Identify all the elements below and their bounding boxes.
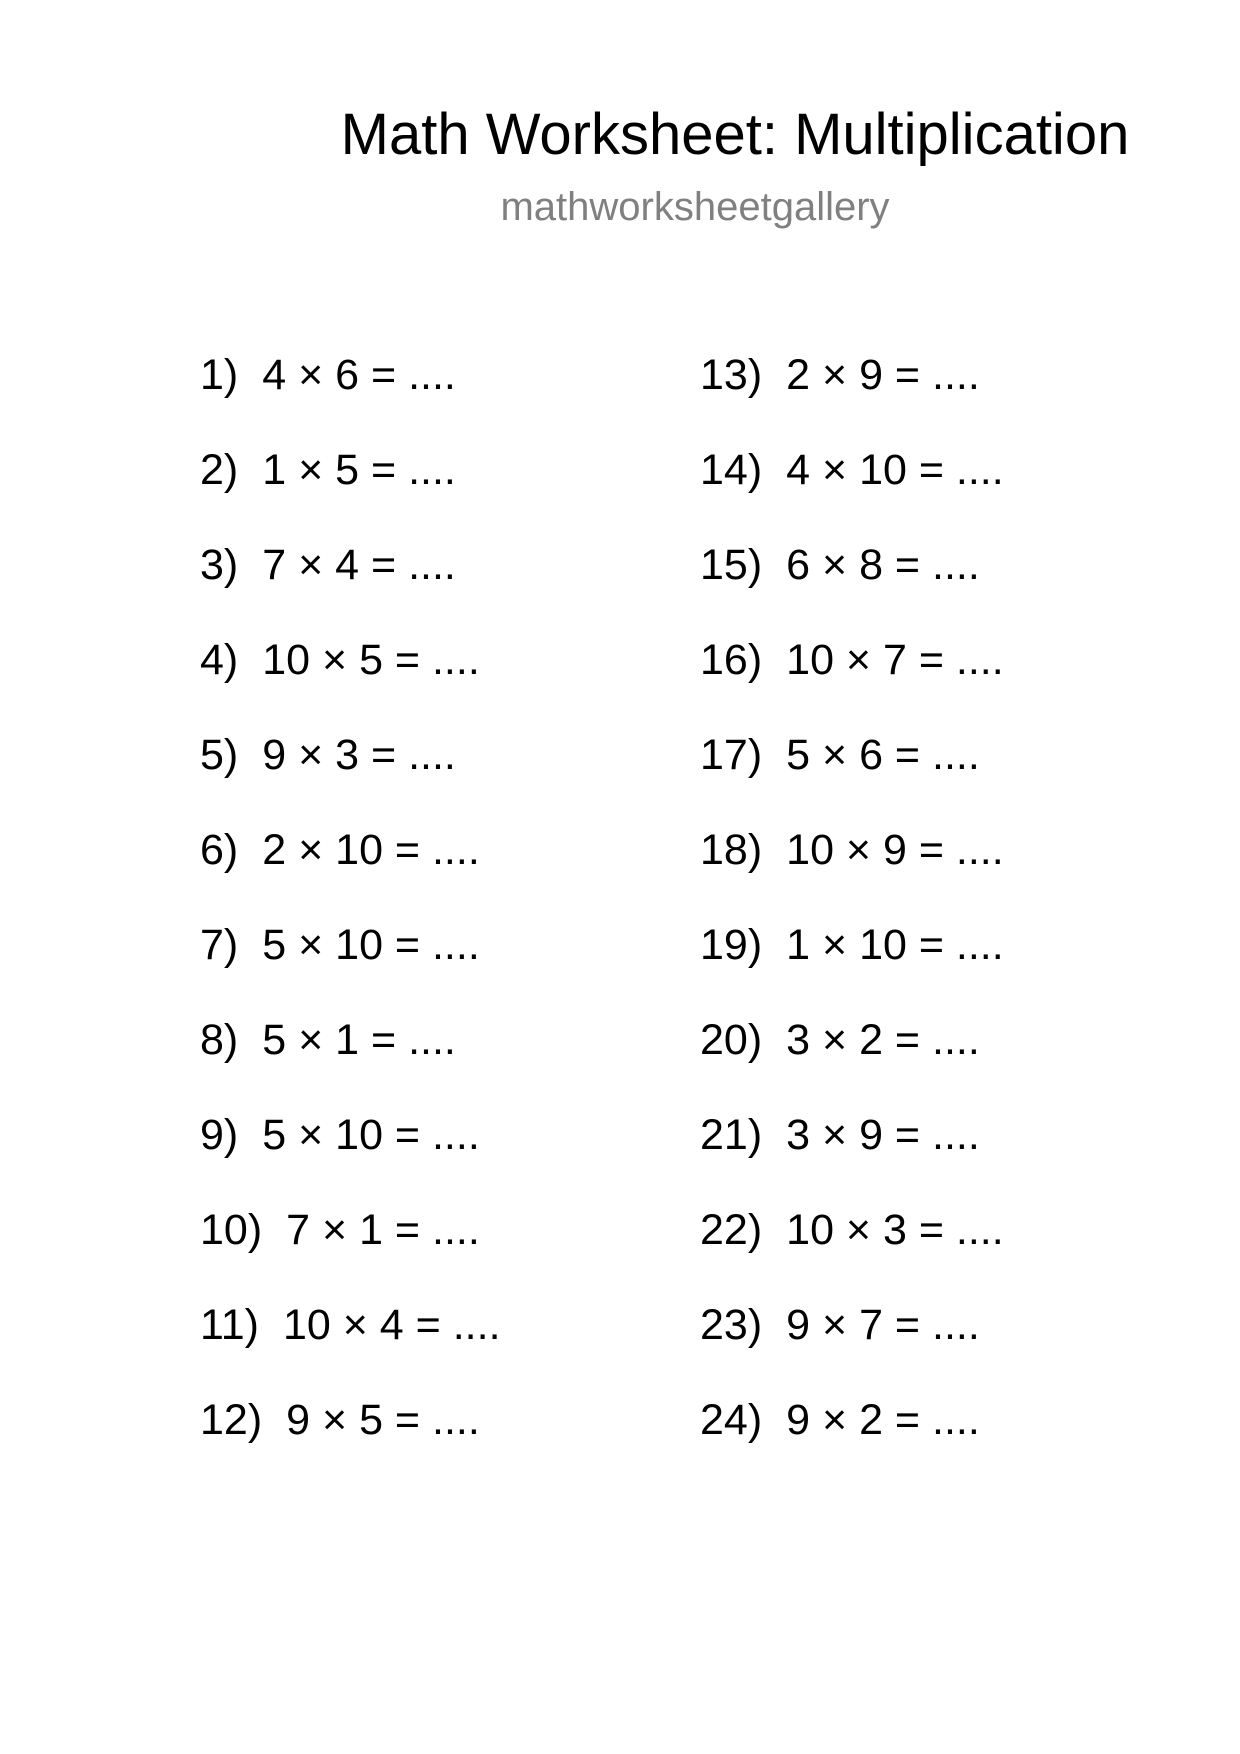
- problem-item: [700, 635, 1180, 730]
- problem-item: [200, 920, 680, 1015]
- problem-item: [700, 920, 1180, 1015]
- problem-expression: 4 × 6 = ....: [262, 351, 456, 399]
- problem-number: 8): [200, 1016, 239, 1064]
- problem-expression: 9 × 5 = ....: [286, 1396, 480, 1444]
- worksheet-title: Math Worksheet: Multiplication: [340, 102, 1130, 167]
- problem-item: [200, 635, 680, 730]
- problem-item: [200, 730, 680, 825]
- problem-number: 20): [700, 1016, 763, 1064]
- problem-number: 9): [200, 1111, 239, 1159]
- problem-expression: 2 × 10 = ....: [262, 826, 480, 874]
- problem-item: [200, 1395, 680, 1490]
- problem-expression: 1 × 5 = ....: [262, 446, 456, 494]
- problem-item: [700, 445, 1180, 540]
- problem-number: 17): [700, 731, 763, 779]
- problem-expression: 10 × 5 = ....: [262, 636, 480, 684]
- problem-item: [700, 1015, 1180, 1110]
- problem-item: [700, 1300, 1180, 1395]
- problem-item: [200, 1300, 680, 1395]
- problem-expression: 3 × 2 = ....: [786, 1016, 980, 1064]
- problem-item: [200, 825, 680, 920]
- problem-expression: 10 × 7 = ....: [786, 636, 1004, 684]
- problem-expression: 4 × 10 = ....: [786, 446, 1004, 494]
- problem-item: [200, 445, 680, 540]
- problem-expression: 3 × 9 = ....: [786, 1111, 980, 1159]
- problems-column-right: [700, 350, 1180, 1490]
- problem-expression: 10 × 4 = ....: [282, 1301, 501, 1349]
- problem-number: 4): [200, 636, 239, 684]
- problem-expression: 7 × 4 = ....: [262, 541, 456, 589]
- problem-item: [700, 350, 1180, 445]
- problem-item: [200, 350, 680, 445]
- problem-expression: 10 × 3 = ....: [786, 1206, 1004, 1254]
- problem-number: 23): [700, 1301, 763, 1349]
- problem-expression: 7 × 1 = ....: [286, 1206, 480, 1254]
- worksheet-subtitle: mathworksheetgallery: [500, 185, 890, 229]
- problem-item: [700, 1395, 1180, 1490]
- problem-expression: 9 × 2 = ....: [786, 1396, 980, 1444]
- problem-number: 7): [200, 921, 239, 969]
- problem-expression: 9 × 3 = ....: [262, 731, 456, 779]
- problem-number: 5): [200, 731, 239, 779]
- problem-expression: 2 × 9 = ....: [786, 351, 980, 399]
- problem-number: 1): [200, 351, 239, 399]
- problem-item: [700, 1110, 1180, 1205]
- problem-number: 13): [700, 351, 763, 399]
- problem-item: [200, 1110, 680, 1205]
- problem-expression: 10 × 9 = ....: [786, 826, 1004, 874]
- problem-expression: 6 × 8 = ....: [786, 541, 980, 589]
- problem-number: 21): [700, 1111, 763, 1159]
- problems-column-left: [200, 350, 680, 1490]
- problem-number: 3): [200, 541, 239, 589]
- problem-item: [200, 1205, 680, 1300]
- problem-item: [700, 1205, 1180, 1300]
- problem-number: 24): [700, 1396, 763, 1444]
- problem-number: 19): [700, 921, 763, 969]
- problem-number: 10): [200, 1206, 263, 1254]
- problem-number: 15): [700, 541, 763, 589]
- problem-number: 12): [200, 1396, 263, 1444]
- problem-number: 22): [700, 1206, 763, 1254]
- problem-number: 2): [200, 446, 239, 494]
- problem-number: 11): [200, 1301, 259, 1349]
- problem-expression: 1 × 10 = ....: [786, 921, 1004, 969]
- problem-number: 16): [700, 636, 763, 684]
- problem-number: 6): [200, 826, 239, 874]
- problem-item: [700, 540, 1180, 635]
- problem-item: [700, 825, 1180, 920]
- problem-number: 14): [700, 446, 763, 494]
- problem-item: [200, 1015, 680, 1110]
- problem-expression: 5 × 10 = ....: [262, 1111, 480, 1159]
- problem-item: [200, 540, 680, 635]
- problem-expression: 9 × 7 = ....: [786, 1301, 980, 1349]
- problem-expression: 5 × 1 = ....: [262, 1016, 456, 1064]
- problem-expression: 5 × 6 = ....: [786, 731, 980, 779]
- problem-item: [700, 730, 1180, 825]
- problem-number: 18): [700, 826, 763, 874]
- problem-expression: 5 × 10 = ....: [262, 921, 480, 969]
